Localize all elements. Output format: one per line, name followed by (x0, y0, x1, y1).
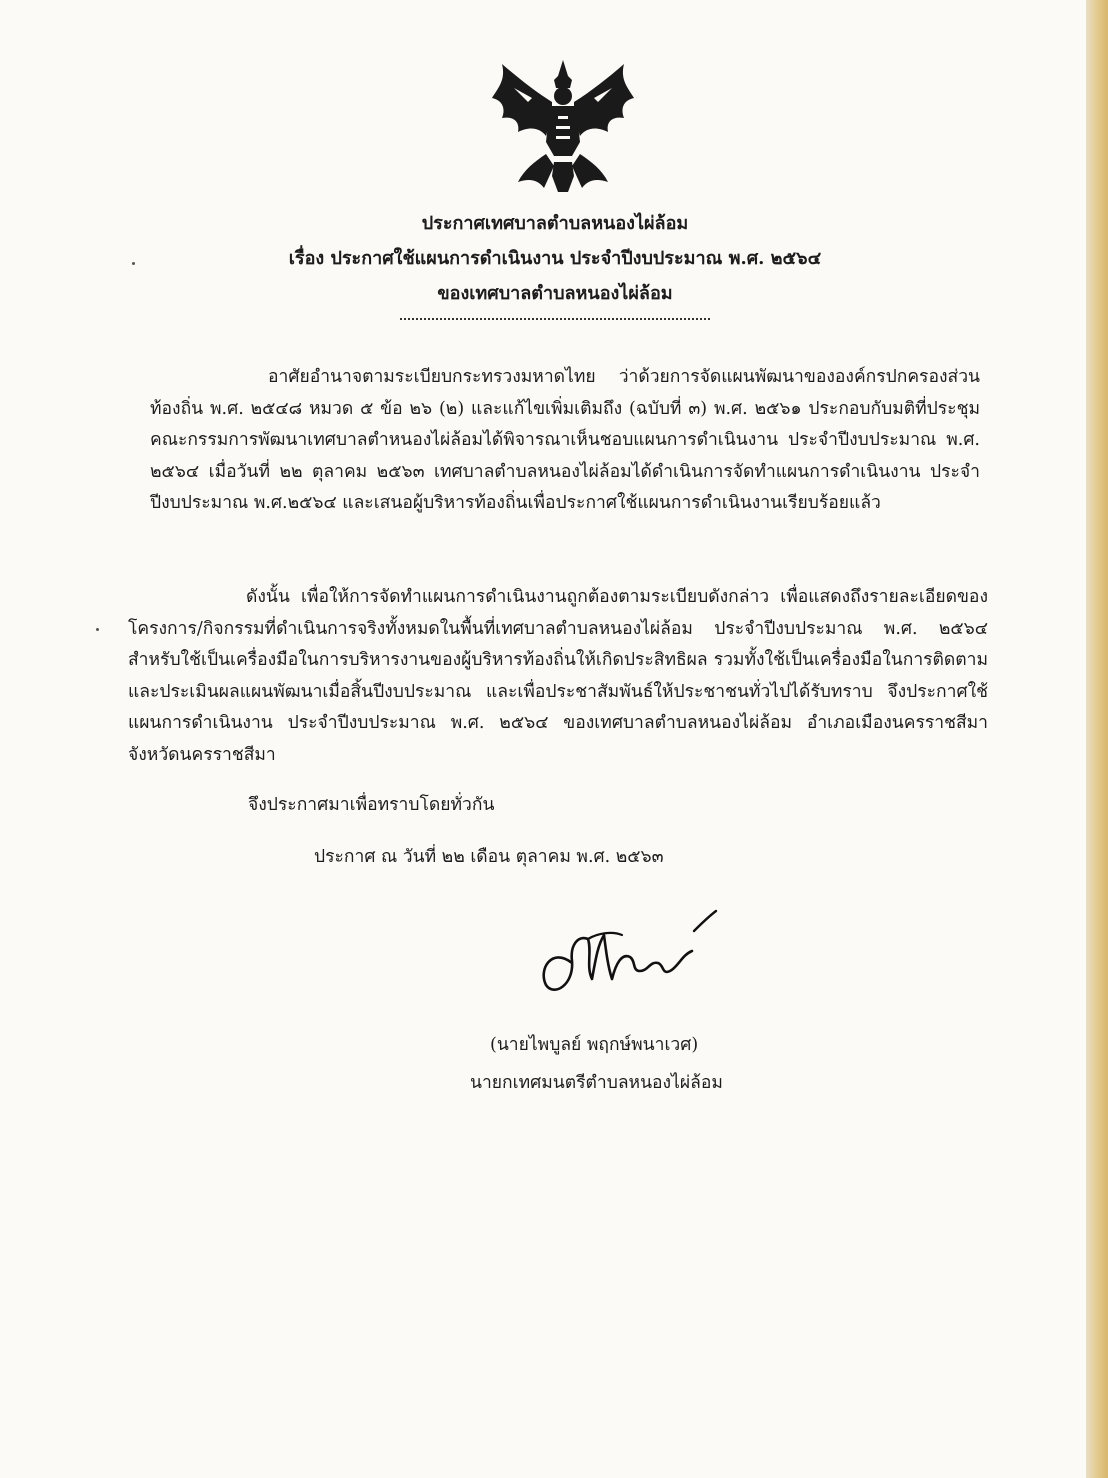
closing-statement: จึงประกาศมาเพื่อทราบโดยทั่วกัน (248, 795, 495, 815)
garuda-emblem-icon (488, 58, 638, 194)
signatory-name: (นายไพบูลย์ พฤกษ์พนาเวศ) (490, 1035, 699, 1055)
header-organization: ของเทศบาลตำบลหนองไผ่ล้อม (437, 283, 673, 304)
header-subject: เรื่อง ประกาศใช้แผนการดำเนินงาน ประจำปีงบประมาณ พ.ศ. ๒๕๖๔ (288, 248, 822, 269)
paragraph-1-text: อาศัยอำนาจตามระเบียบกระทรวงมหาดไทย ว่าด้วยการจัดแผนพัฒนาขององค์กรปกครองส่วนท้องถิ่น พ.ศ. ๒๕๔๘ หมวด ๕ ข้อ ๒๖ (๒) และแก้ไขเพิ่มเติมถึง (ฉบับที่ ๓) พ.ศ. ๒๕๖๑ ประกอบกับมติที่ประชุมคณะกรรมการพัฒนาเทศบาลตำหนองไผ่ล้อมได้พิจารณาเห็นชอบแผนการดำเนินงาน ประจำปีงบประมาณ พ.ศ. ๒๕๖๔ เมื่อวันที่ ๒๒ ตุลาคม ๒๕๖๓ เทศบาลตำบลหนองไผ่ล้อมได้ดำเนินการจัดทำแผนการดำเนินงาน ประจำปีงบประมาณ พ.ศ.๒๕๖๔ และเสนอผู้บริหารท้องถิ่นเพื่อประกาศใช้แผนการดำเนินงานเรียบร้อยแล้ว (150, 367, 980, 513)
paragraph-2-text: ดังนั้น เพื่อให้การจัดทำแผนการดำเนินงานถูกต้องตามระเบียบดังกล่าว เพื่อแสดงถึงรายละเอียดของโครงการ/กิจกรรมที่ดำเนินการจริงทั้งหมดในพื้นที่เทศบาลตำบลหนองไผ่ล้อม ประจำปีงบประมาณ พ.ศ. ๒๕๖๔ สำหรับใช้เป็นเครื่องมือในการบริหารงานของผู้บริหารท้องถิ่นให้เกิดประสิทธิผล รวมทั้งใช้เป็นเครื่องมือในการติดตามและประเมินผลแผนพัฒนาเมื่อสิ้นปีงบประมาณ และเพื่อประชาสัมพันธ์ให้ประชาชนทั่วไปได้รับทราบ จึงประกาศใช้แผนการดำเนินงาน ประจำปีงบประมาณ พ.ศ. ๒๕๖๔ ของเทศบาลตำบลหนองไผ่ล้อม อำเภอเมืองนครราชสีมา จังหวัดนครราชสีมา (128, 587, 988, 765)
body-paragraph-2 (128, 582, 988, 771)
handwritten-signature (532, 905, 722, 1001)
paper-speck (132, 262, 135, 265)
paper-edge (1086, 0, 1108, 1478)
paper-speck (96, 628, 99, 631)
dotted-divider (400, 318, 710, 320)
header-title: ประกาศเทศบาลตำบลหนองไผ่ล้อม (421, 213, 689, 234)
announcement-header (150, 206, 960, 311)
announcement-date: ประกาศ ณ วันที่ ๒๒ เดือน ตุลาคม พ.ศ. ๒๕๖๓ (314, 847, 664, 867)
signatory-position: นายกเทศมนตรีตำบลหนองไผ่ล้อม (470, 1073, 723, 1093)
body-paragraph-1 (150, 362, 980, 520)
